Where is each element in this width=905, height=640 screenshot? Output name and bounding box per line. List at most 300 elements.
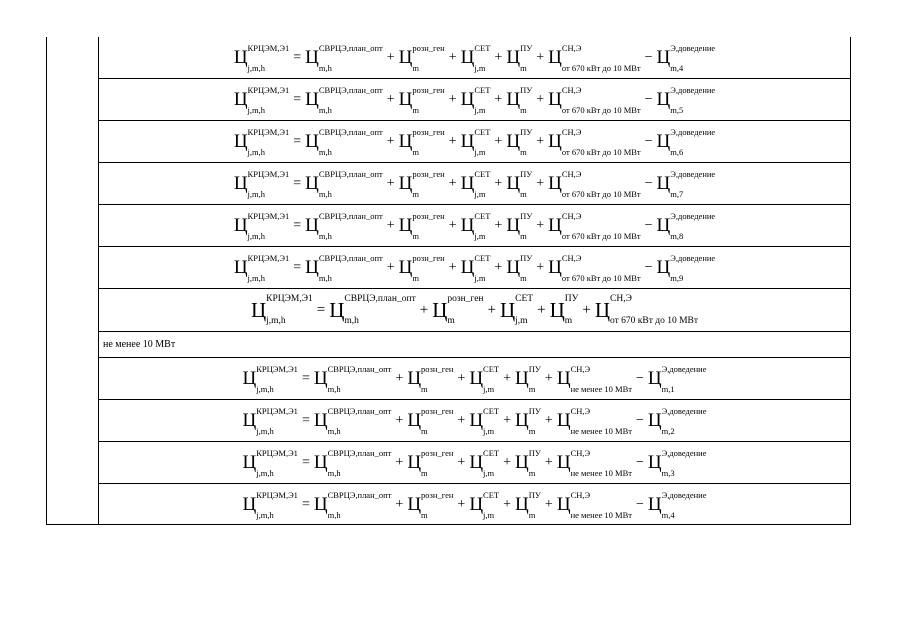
term-superscript: КРЦЭМ,Э1	[247, 42, 290, 53]
term-subscript: m,h	[318, 231, 332, 241]
term-scripts	[661, 405, 707, 436]
term-subscript: j,m,h	[256, 426, 274, 436]
term-symbol: Ц	[548, 257, 562, 278]
term-superscript: Э,доведение	[670, 168, 716, 179]
term-scripts	[412, 252, 445, 283]
term-subscript: m,3	[661, 468, 675, 478]
term-superscript: ПУ	[520, 210, 533, 221]
price-term	[469, 363, 500, 394]
operator: −	[635, 454, 644, 470]
term-superscript: Э,доведение	[661, 489, 707, 500]
operator: +	[419, 301, 429, 318]
term-subscript: j,m,h	[247, 231, 266, 241]
term-superscript: ПУ	[520, 168, 533, 179]
term-superscript: СВРЦЭ,план_опт	[318, 210, 383, 221]
term-subscript: m	[412, 189, 419, 199]
price-term	[398, 210, 445, 241]
term-subscript: от 670 кВт до 10 МВт	[561, 63, 641, 73]
term-subscript: m	[528, 426, 536, 436]
term-scripts	[247, 126, 290, 157]
term-scripts	[561, 168, 641, 199]
term-scripts	[528, 447, 541, 478]
term-superscript: СВРЦЭ,план_опт	[327, 363, 392, 374]
term-superscript: ПУ	[520, 252, 533, 263]
operator: +	[536, 217, 545, 233]
term-superscript: СВРЦЭ,план_опт	[318, 84, 383, 95]
term-symbol: Ц	[556, 410, 571, 431]
term-superscript: СВРЦЭ,план_опт	[318, 168, 383, 179]
term-superscript: СН,Э	[561, 210, 582, 221]
term-superscript: Э,доведение	[661, 447, 707, 458]
section-label-row	[99, 332, 850, 358]
operator: +	[457, 412, 466, 428]
price-term	[305, 210, 383, 241]
term-superscript: КРЦЭМ,Э1	[247, 252, 290, 263]
price-term	[647, 405, 707, 436]
term-subscript: m,1	[661, 384, 675, 394]
price-term	[548, 42, 641, 73]
term-subscript: j,m	[474, 63, 486, 73]
formula	[233, 84, 716, 115]
term-subscript: m,2	[661, 426, 675, 436]
term-superscript: СН,Э	[570, 405, 591, 416]
term-symbol: Ц	[398, 173, 413, 194]
price-term	[460, 84, 491, 115]
price-term	[548, 210, 641, 241]
formula-row	[99, 442, 850, 484]
operator: =	[293, 175, 302, 191]
formula	[233, 126, 716, 157]
term-scripts	[483, 363, 500, 394]
term-subscript: m,8	[670, 231, 684, 241]
formula-row	[99, 247, 850, 289]
price-term	[305, 126, 383, 157]
operator: +	[544, 454, 553, 470]
term-scripts	[570, 447, 632, 478]
term-scripts	[561, 84, 641, 115]
term-subscript: m,h	[327, 426, 341, 436]
term-superscript: СЕТ	[483, 489, 500, 500]
operator: =	[293, 133, 302, 149]
term-superscript: розн_ген	[421, 405, 454, 416]
term-superscript: СЕТ	[474, 168, 491, 179]
term-symbol: Ц	[242, 452, 257, 473]
price-term	[548, 168, 641, 199]
term-symbol: Ц	[398, 257, 413, 278]
price-term	[313, 405, 392, 436]
operator: +	[494, 217, 503, 233]
term-symbol: Ц	[460, 89, 475, 110]
term-subscript: m	[520, 147, 527, 157]
term-superscript: СЕТ	[474, 252, 491, 263]
operator: +	[395, 496, 404, 512]
term-symbol: Ц	[460, 215, 475, 236]
term-scripts	[520, 168, 533, 199]
term-subscript: m	[412, 231, 419, 241]
term-subscript: j,m	[483, 510, 495, 520]
term-subscript: j,m,h	[256, 510, 274, 520]
term-superscript: СН,Э	[570, 363, 591, 374]
price-term	[556, 363, 632, 394]
operator: +	[503, 454, 512, 470]
term-superscript: Э,доведение	[661, 363, 707, 374]
term-scripts	[483, 489, 500, 520]
term-superscript: СН,Э	[561, 168, 582, 179]
term-superscript: КРЦЭМ,Э1	[266, 294, 313, 304]
term-symbol: Ц	[549, 297, 565, 322]
term-scripts	[670, 210, 716, 241]
price-term	[407, 405, 454, 436]
term-scripts	[247, 210, 290, 241]
term-subscript: m	[520, 273, 527, 283]
term-superscript: СВРЦЭ,план_опт	[327, 489, 392, 500]
term-subscript: j,m	[474, 189, 486, 199]
price-term	[656, 168, 716, 199]
term-symbol: Ц	[305, 47, 319, 68]
price-term	[550, 296, 579, 324]
term-symbol: Ц	[469, 452, 484, 473]
term-scripts	[528, 405, 541, 436]
term-superscript: СН,Э	[610, 294, 632, 304]
term-subscript: j,m	[474, 105, 486, 115]
operator: +	[494, 91, 503, 107]
term-subscript: m,h	[327, 468, 341, 478]
term-subscript: не менее 10 МВт	[570, 468, 632, 478]
price-term	[595, 296, 698, 324]
formula	[242, 363, 708, 394]
term-subscript: m	[421, 468, 428, 478]
term-scripts	[661, 489, 707, 520]
term-symbol: Ц	[250, 297, 267, 322]
term-superscript: КРЦЭМ,Э1	[256, 489, 298, 500]
term-superscript: СН,Э	[561, 126, 582, 137]
term-symbol: Ц	[242, 494, 257, 515]
term-superscript: Э,доведение	[670, 210, 716, 221]
term-symbol: Ц	[647, 494, 662, 515]
price-term	[515, 405, 541, 436]
price-term	[506, 126, 533, 157]
term-symbol: Ц	[313, 368, 328, 389]
price-term	[656, 42, 716, 73]
formula	[233, 252, 716, 283]
price-term	[305, 84, 383, 115]
operator: =	[301, 370, 310, 386]
term-scripts	[327, 447, 392, 478]
term-scripts	[520, 42, 533, 73]
term-superscript: КРЦЭМ,Э1	[247, 126, 290, 137]
operator: −	[644, 259, 653, 275]
operator: +	[448, 91, 457, 107]
term-symbol: Ц	[656, 215, 671, 236]
operator: +	[536, 175, 545, 191]
term-scripts	[318, 84, 383, 115]
formula	[242, 447, 708, 478]
term-symbol: Ц	[313, 452, 328, 473]
term-subscript: m,h	[318, 147, 332, 157]
operator: +	[386, 259, 395, 275]
term-superscript: Э,доведение	[670, 252, 716, 263]
price-term	[233, 252, 290, 283]
operator: +	[536, 133, 545, 149]
term-subscript: m	[412, 105, 419, 115]
term-subscript: m,h	[327, 384, 341, 394]
term-subscript: от 670 кВт до 10 МВт	[561, 273, 641, 283]
term-symbol: Ц	[469, 368, 484, 389]
term-superscript: розн_ген	[412, 84, 445, 95]
term-subscript: m	[528, 510, 536, 520]
term-subscript: j,m,h	[247, 189, 266, 199]
term-scripts	[318, 126, 383, 157]
term-superscript: розн_ген	[412, 252, 445, 263]
term-scripts	[247, 168, 290, 199]
term-superscript: СВРЦЭ,план_опт	[327, 447, 392, 458]
term-superscript: КРЦЭМ,Э1	[256, 447, 298, 458]
term-superscript: СЕТ	[474, 126, 491, 137]
term-symbol: Ц	[305, 215, 319, 236]
term-symbol: Ц	[460, 47, 475, 68]
operator: −	[635, 370, 644, 386]
term-symbol: Ц	[469, 494, 484, 515]
term-subscript: m,4	[670, 63, 684, 73]
term-superscript: СВРЦЭ,план_опт	[318, 126, 383, 137]
price-term	[313, 447, 392, 478]
price-term	[432, 296, 483, 324]
term-superscript: Э,доведение	[670, 84, 716, 95]
term-symbol: Ц	[548, 131, 562, 152]
term-symbol: Ц	[233, 89, 248, 110]
term-symbol: Ц	[233, 215, 248, 236]
term-symbol: Ц	[407, 452, 422, 473]
term-superscript: розн_ген	[421, 489, 454, 500]
price-term	[506, 84, 533, 115]
operator: +	[457, 370, 466, 386]
term-scripts	[565, 296, 579, 324]
term-symbol: Ц	[656, 257, 671, 278]
term-subscript: j,m	[474, 147, 486, 157]
term-symbol: Ц	[233, 47, 248, 68]
term-superscript: розн_ген	[412, 168, 445, 179]
operator: +	[536, 91, 545, 107]
term-symbol: Ц	[506, 215, 521, 236]
price-term	[469, 489, 500, 520]
price-term	[305, 168, 383, 199]
operator: +	[544, 496, 553, 512]
term-superscript: КРЦЭМ,Э1	[247, 210, 290, 221]
term-scripts	[520, 84, 533, 115]
formula-row	[99, 121, 850, 163]
operator: +	[395, 454, 404, 470]
term-symbol: Ц	[305, 257, 319, 278]
formula-row	[99, 400, 850, 442]
term-superscript: СН,Э	[570, 447, 591, 458]
price-term	[460, 126, 491, 157]
term-subscript: m	[520, 105, 527, 115]
term-subscript: j,m,h	[247, 273, 266, 283]
price-term	[233, 84, 290, 115]
formula-row	[99, 484, 850, 525]
term-superscript: ПУ	[528, 489, 541, 500]
operator: =	[293, 259, 302, 275]
term-symbol: Ц	[398, 131, 413, 152]
term-superscript: КРЦЭМ,Э1	[256, 363, 298, 374]
formula-row	[99, 289, 850, 332]
price-term	[548, 126, 641, 157]
price-term	[398, 126, 445, 157]
operator: +	[494, 49, 503, 65]
term-symbol: Ц	[506, 47, 521, 68]
term-subscript: j,m	[483, 468, 495, 478]
price-term	[556, 447, 632, 478]
formula-row	[99, 205, 850, 247]
term-symbol: Ц	[305, 131, 319, 152]
term-superscript: КРЦЭМ,Э1	[256, 405, 298, 416]
term-symbol: Ц	[515, 494, 529, 515]
term-symbol: Ц	[407, 494, 422, 515]
term-subscript: от 670 кВт до 10 МВт	[561, 105, 641, 115]
term-subscript: m	[412, 63, 419, 73]
term-scripts	[474, 126, 491, 157]
price-term	[460, 42, 491, 73]
term-subscript: m	[447, 315, 455, 326]
term-scripts	[421, 363, 454, 394]
term-symbol: Ц	[548, 173, 562, 194]
term-scripts	[670, 84, 716, 115]
operator: =	[316, 301, 326, 318]
term-symbol: Ц	[398, 47, 413, 68]
term-scripts	[247, 252, 290, 283]
operator: −	[635, 412, 644, 428]
term-symbol: Ц	[506, 257, 521, 278]
term-symbol: Ц	[329, 297, 345, 322]
term-subscript: m	[421, 426, 428, 436]
term-scripts	[661, 363, 707, 394]
term-subscript: m	[520, 63, 527, 73]
term-subscript: m,h	[318, 105, 332, 115]
term-subscript: m,6	[670, 147, 684, 157]
formula	[233, 210, 716, 241]
operator: −	[644, 91, 653, 107]
term-symbol: Ц	[506, 173, 521, 194]
term-scripts	[344, 296, 415, 324]
term-subscript: не менее 10 МВт	[570, 510, 632, 520]
term-symbol: Ц	[242, 368, 257, 389]
term-scripts	[610, 296, 698, 324]
term-symbol: Ц	[548, 215, 562, 236]
price-term	[500, 296, 533, 324]
term-scripts	[421, 489, 454, 520]
term-symbol: Ц	[233, 131, 248, 152]
term-symbol: Ц	[594, 297, 610, 322]
term-scripts	[412, 126, 445, 157]
term-scripts	[528, 363, 541, 394]
term-scripts	[561, 210, 641, 241]
operator: +	[494, 259, 503, 275]
term-subscript: от 670 кВт до 10 МВт	[561, 189, 641, 199]
operator: −	[635, 496, 644, 512]
term-scripts	[561, 252, 641, 283]
price-term	[515, 447, 541, 478]
term-superscript: ПУ	[528, 363, 541, 374]
term-subscript: m,h	[344, 315, 359, 326]
formula-row	[99, 79, 850, 121]
term-symbol: Ц	[647, 410, 662, 431]
price-term	[556, 405, 632, 436]
term-superscript: СЕТ	[474, 84, 491, 95]
term-subscript: m	[520, 231, 527, 241]
term-symbol: Ц	[233, 173, 248, 194]
formula-table	[46, 37, 851, 525]
term-superscript: розн_ген	[412, 126, 445, 137]
price-term	[233, 168, 290, 199]
price-term	[305, 42, 383, 73]
term-subscript: j,m	[483, 384, 495, 394]
formula	[250, 296, 699, 324]
term-symbol: Ц	[556, 494, 571, 515]
term-subscript: j,m,h	[266, 315, 286, 326]
term-subscript: m	[528, 384, 536, 394]
operator: +	[457, 496, 466, 512]
price-term	[398, 42, 445, 73]
price-term	[233, 42, 290, 73]
term-scripts	[570, 489, 632, 520]
operator: +	[457, 454, 466, 470]
term-symbol: Ц	[656, 89, 671, 110]
price-term	[548, 252, 641, 283]
formula	[233, 42, 716, 73]
term-scripts	[670, 42, 716, 73]
term-subscript: m,h	[318, 273, 332, 283]
term-symbol: Ц	[305, 89, 319, 110]
price-term	[506, 252, 533, 283]
term-subscript: m	[520, 189, 527, 199]
price-term	[251, 296, 313, 324]
operator: +	[386, 49, 395, 65]
term-superscript: СЕТ	[483, 363, 500, 374]
term-symbol: Ц	[647, 368, 662, 389]
operator: +	[503, 370, 512, 386]
term-scripts	[247, 84, 290, 115]
operator: =	[301, 412, 310, 428]
price-term	[506, 42, 533, 73]
formula	[242, 405, 708, 436]
price-term	[469, 405, 500, 436]
term-subscript: j,m,h	[247, 63, 266, 73]
term-scripts	[483, 405, 500, 436]
term-symbol: Ц	[233, 257, 248, 278]
term-subscript: m,h	[327, 510, 341, 520]
term-scripts	[661, 447, 707, 478]
term-symbol: Ц	[460, 131, 475, 152]
term-scripts	[266, 296, 313, 324]
term-symbol: Ц	[506, 89, 521, 110]
price-term	[656, 252, 716, 283]
operator: +	[487, 301, 496, 318]
term-subscript: j,m,h	[247, 147, 266, 157]
term-subscript: j,m	[483, 426, 495, 436]
term-symbol: Ц	[548, 47, 562, 68]
term-scripts	[256, 489, 298, 520]
price-term	[515, 489, 541, 520]
term-symbol: Ц	[647, 452, 662, 473]
term-scripts	[474, 42, 491, 73]
term-superscript: СВРЦЭ,план_опт	[327, 405, 392, 416]
term-symbol: Ц	[548, 89, 562, 110]
price-term	[398, 84, 445, 115]
term-scripts	[474, 84, 491, 115]
term-symbol: Ц	[469, 410, 484, 431]
section-label: не менее 10 МВт	[103, 339, 176, 350]
term-scripts	[570, 363, 632, 394]
